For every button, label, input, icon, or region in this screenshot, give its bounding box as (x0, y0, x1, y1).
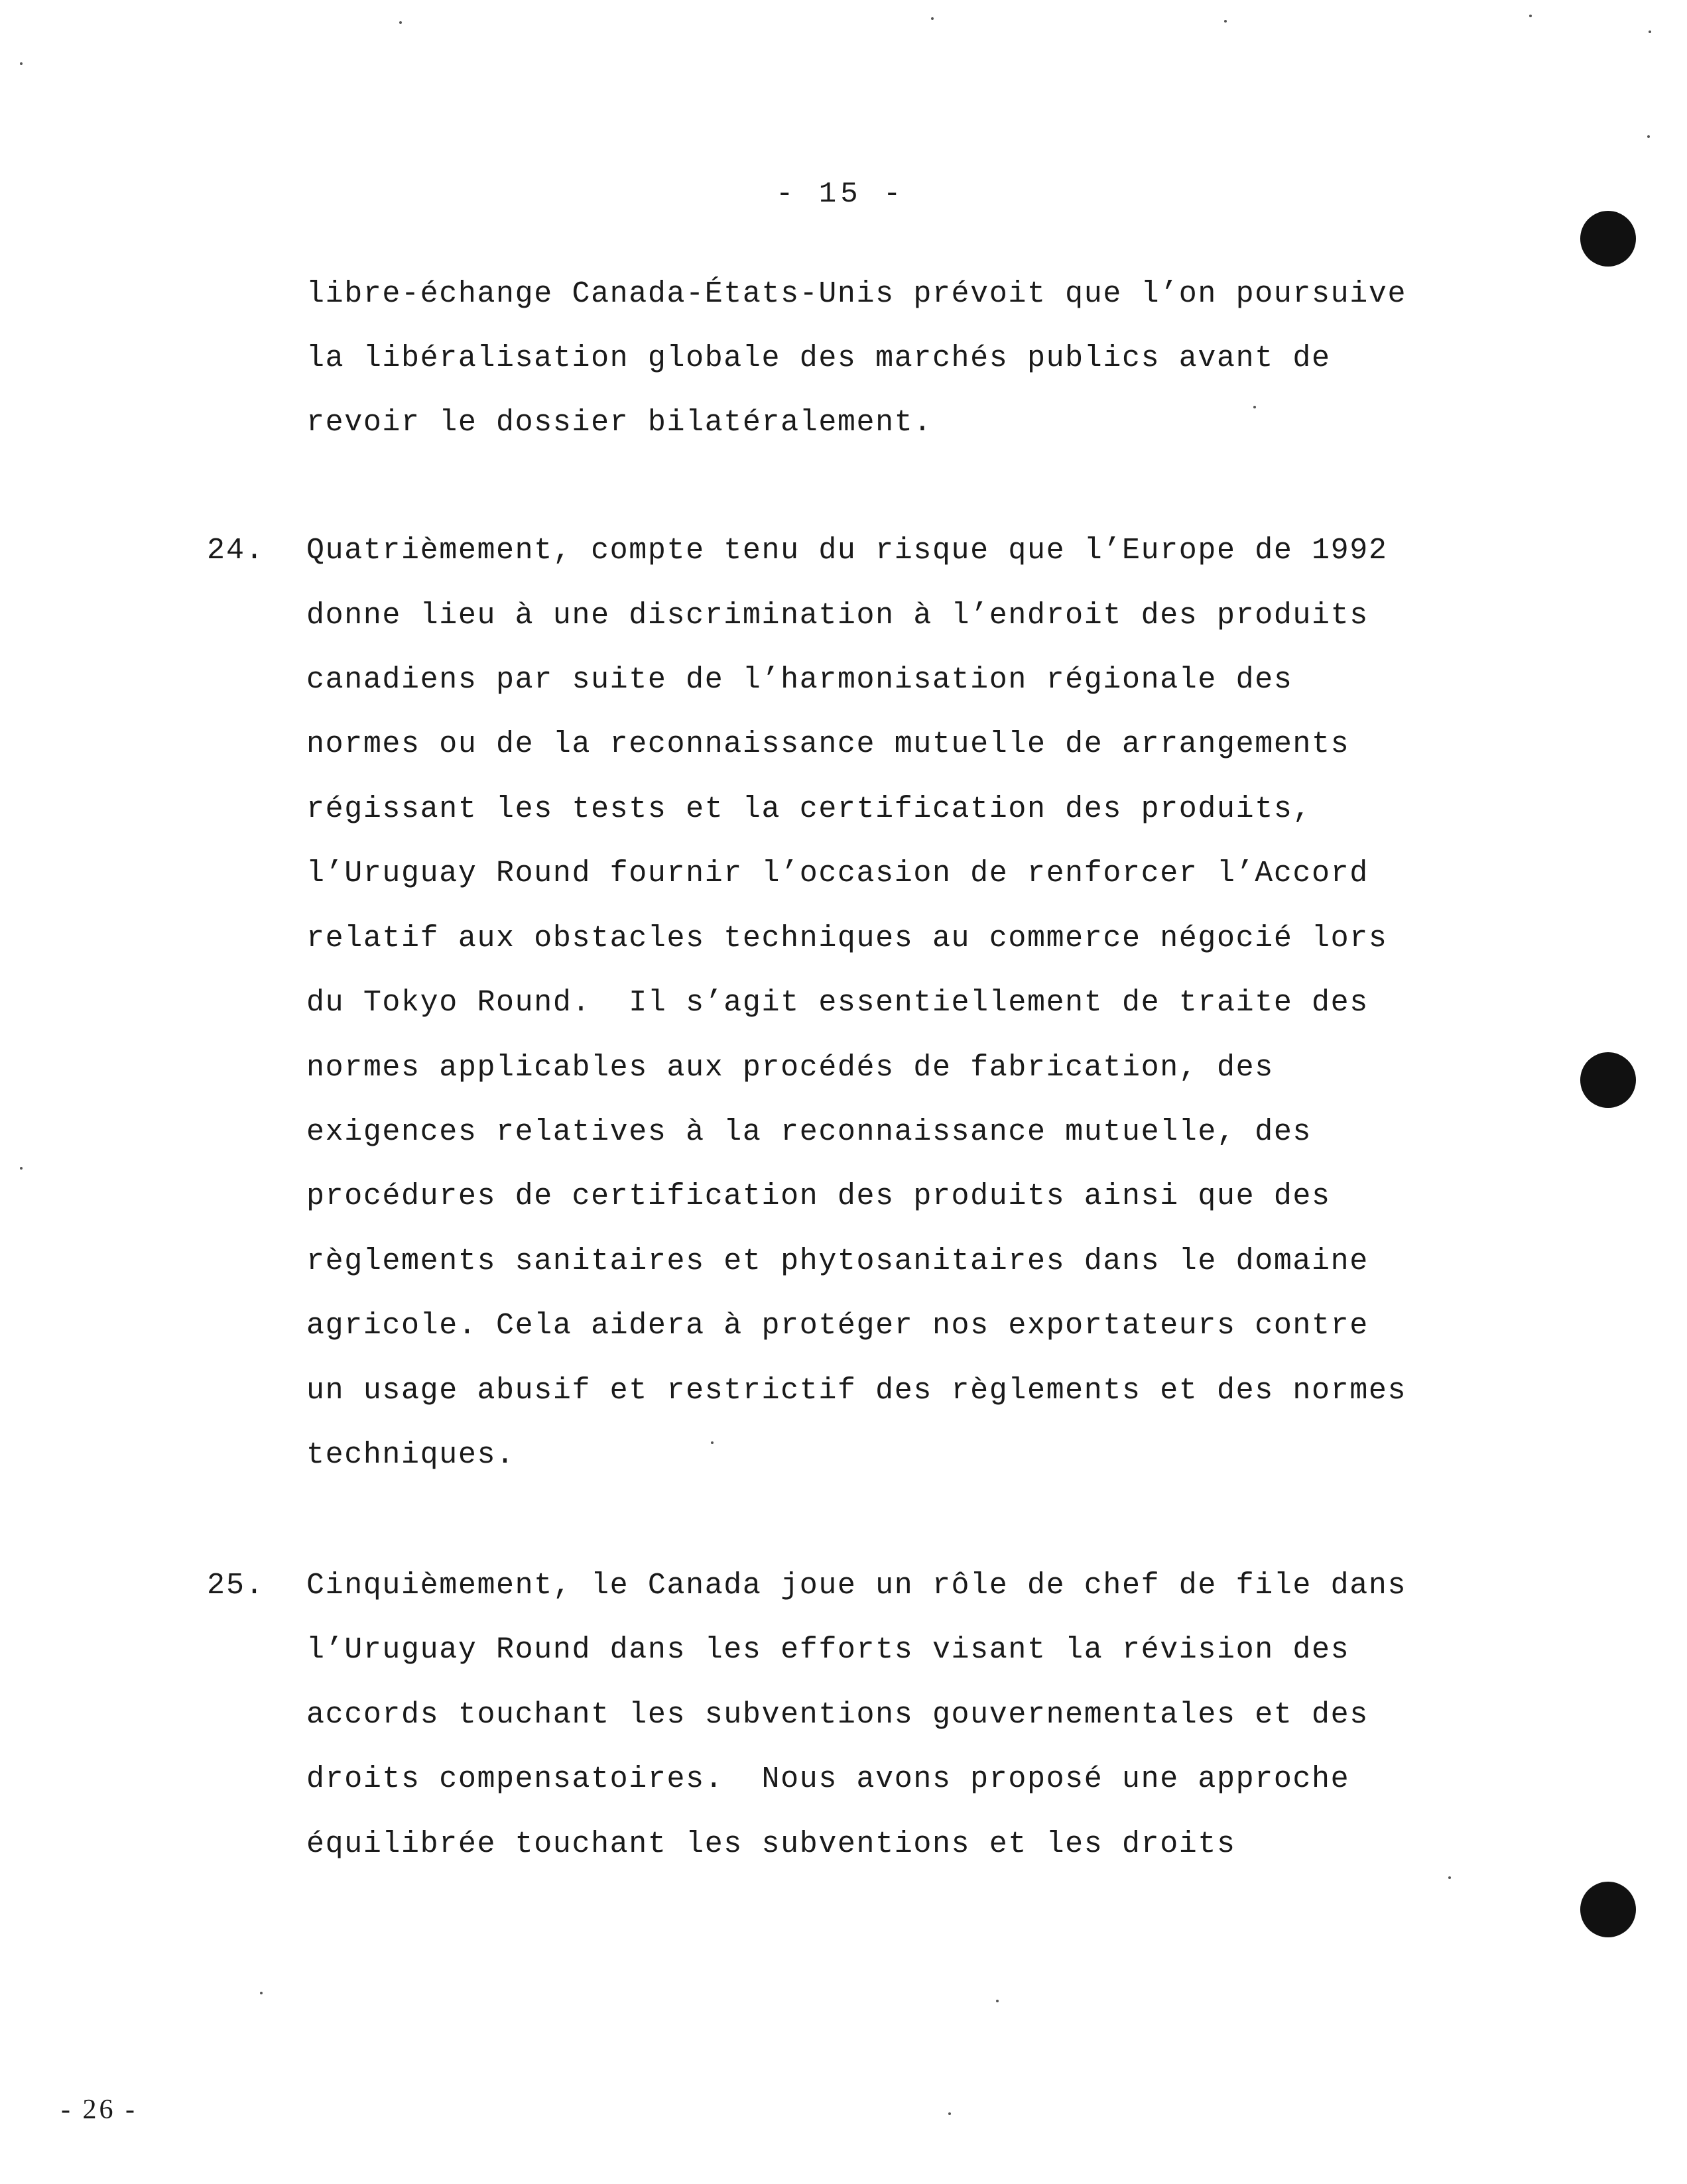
scan-speck (1529, 15, 1532, 17)
scan-speck (931, 17, 934, 20)
scan-speck (948, 2112, 951, 2115)
paragraph-number: 25. (207, 1569, 265, 1603)
scan-speck (1253, 406, 1256, 408)
text-line: donne lieu à une discrimination à l’endroit des produits (306, 599, 1369, 633)
text-line: régissant les tests et la certification des produits, (306, 792, 1312, 826)
text-line: la libéralisation globale des marchés publics avant de (306, 341, 1331, 375)
text-line: accords touchant les subventions gouvernementales et des (306, 1698, 1369, 1732)
text-line: du Tokyo Round. Il s’agit essentiellement de traite des (306, 986, 1369, 1020)
paragraph-number: 24. (207, 534, 265, 568)
text-line: Cinquièmement, le Canada joue un rôle de chef de file dans (306, 1569, 1407, 1603)
text-line: relatif aux obstacles techniques au commerce négocié lors (306, 922, 1388, 955)
punch-hole (1580, 1052, 1636, 1108)
text-line: revoir le dossier bilatéralement. (306, 406, 932, 440)
text-line: exigences relatives à la reconnaissance mutuelle, des (306, 1115, 1312, 1149)
scan-speck (399, 21, 402, 24)
scan-speck (711, 1441, 714, 1444)
text-line: droits compensatoires. Nous avons proposé une approche (306, 1762, 1350, 1796)
text-line: équilibrée touchant les subventions et les droits (306, 1827, 1236, 1861)
text-line: l’Uruguay Round fournir l’occasion de renforcer l’Accord (306, 857, 1369, 890)
text-line: procédures de certification des produits ainsi que des (306, 1180, 1331, 1213)
text-line: libre-échange Canada-États-Unis prévoit que l’on poursuive (306, 277, 1407, 311)
text-line: l’Uruguay Round dans les efforts visant la révision des (306, 1633, 1350, 1667)
scan-speck (1647, 135, 1650, 138)
scan-speck (20, 62, 23, 65)
text-line: un usage abusif et restrictif des règlements et des normes (306, 1374, 1407, 1408)
page-number-header: - 15 - (776, 178, 905, 211)
scan-speck (1649, 30, 1651, 33)
text-line: techniques. (306, 1438, 515, 1472)
punch-hole (1580, 1882, 1636, 1937)
page-number-footer: - 26 - (61, 2094, 137, 2125)
punch-hole (1580, 211, 1636, 267)
scan-speck (996, 2000, 999, 2002)
scan-speck (260, 1992, 263, 1994)
scan-speck (20, 1167, 23, 1170)
scan-speck (1224, 20, 1227, 23)
scan-speck (1448, 1876, 1451, 1879)
text-line: règlements sanitaires et phytosanitaires dans le domaine (306, 1244, 1369, 1278)
text-line: agricole. Cela aidera à protéger nos exportateurs contre (306, 1309, 1369, 1343)
text-line: canadiens par suite de l’harmonisation régionale des (306, 663, 1293, 697)
text-line: Quatrièmement, compte tenu du risque que l’Europe de 1992 (306, 534, 1388, 568)
text-line: normes applicables aux procédés de fabrication, des (306, 1051, 1274, 1085)
text-line: normes ou de la reconnaissance mutuelle de arrangements (306, 727, 1350, 761)
